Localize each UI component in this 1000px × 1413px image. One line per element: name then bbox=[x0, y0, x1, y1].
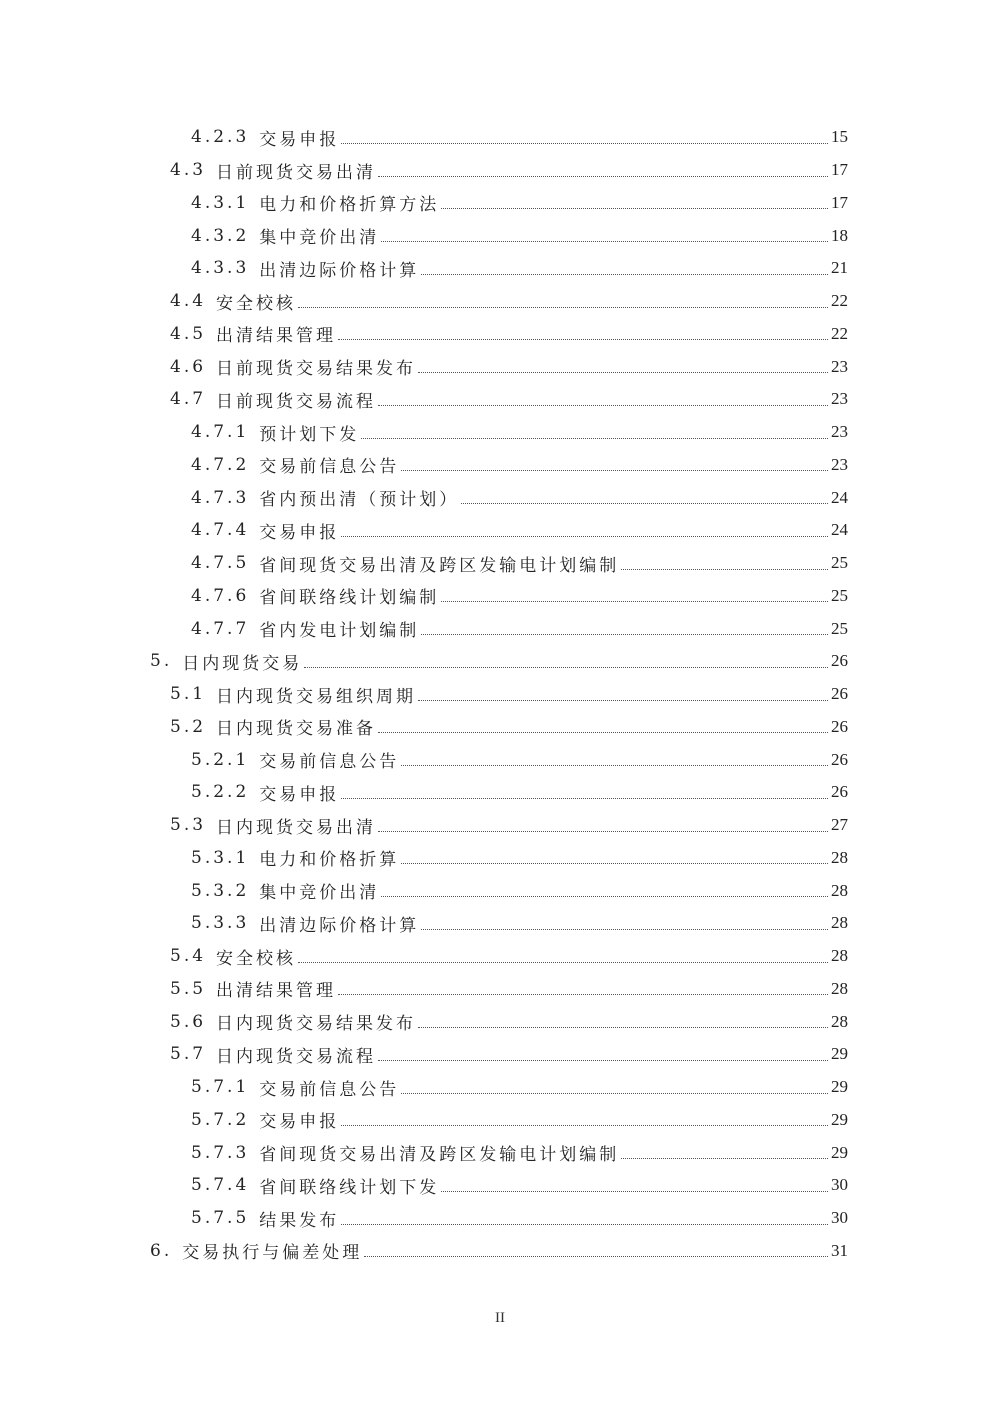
toc-entry-title: 安全校核 bbox=[216, 293, 297, 314]
toc-entry-title: 日前现货交易流程 bbox=[216, 391, 377, 412]
toc-entry[interactable] bbox=[0, 809, 1000, 842]
toc-entry[interactable] bbox=[0, 1202, 1000, 1235]
toc-dot-leader bbox=[341, 798, 828, 799]
toc-entry-number: 5.7.1 bbox=[191, 1077, 250, 1098]
toc-entry-number: 5.3.2 bbox=[191, 880, 250, 901]
toc-entry-title: 日内现货交易组织周期 bbox=[216, 686, 417, 707]
toc-entry-title: 出清结果管理 bbox=[216, 981, 337, 1002]
toc-entry-page-number: 26 bbox=[831, 716, 848, 736]
toc-dot-leader bbox=[418, 700, 828, 701]
toc-entry[interactable] bbox=[0, 973, 1000, 1006]
toc-entry[interactable] bbox=[0, 219, 1000, 252]
toc-entry-title: 出清结果管理 bbox=[216, 326, 337, 347]
toc-entry[interactable] bbox=[0, 1169, 1000, 1202]
toc-dot-leader bbox=[401, 1093, 828, 1094]
toc-entry[interactable] bbox=[0, 711, 1000, 744]
toc-entry-page-number: 26 bbox=[831, 651, 848, 671]
toc-entry-title: 预计划下发 bbox=[259, 424, 360, 445]
toc-entry[interactable] bbox=[0, 1235, 1000, 1268]
toc-entry-number: 5.3 bbox=[170, 815, 207, 836]
toc-dot-leader bbox=[361, 438, 828, 439]
toc-entry-title: 交易前信息公告 bbox=[259, 457, 400, 478]
toc-entry-page-number: 24 bbox=[831, 487, 848, 507]
toc-dot-leader bbox=[621, 569, 828, 570]
toc-entry-number: 4.7.4 bbox=[191, 520, 250, 541]
toc-entry-number: 5.7.2 bbox=[191, 1109, 250, 1130]
toc-entry[interactable] bbox=[0, 940, 1000, 973]
toc-entry-number: 5. bbox=[150, 651, 173, 672]
toc-dot-leader bbox=[298, 962, 828, 963]
toc-entry-title: 省间现货交易出清及跨区发输电计划编制 bbox=[259, 555, 620, 576]
toc-entry[interactable] bbox=[0, 481, 1000, 514]
toc-entry-title: 交易申报 bbox=[259, 1112, 340, 1133]
toc-entry-title: 日内现货交易流程 bbox=[216, 1046, 377, 1067]
page-number: II bbox=[495, 1310, 505, 1326]
toc-dot-leader bbox=[381, 241, 828, 242]
toc-entry-page-number: 15 bbox=[831, 127, 848, 147]
toc-dot-leader bbox=[418, 372, 828, 373]
toc-entry-page-number: 29 bbox=[831, 1142, 848, 1162]
toc-dot-leader bbox=[441, 208, 828, 209]
toc-entry[interactable] bbox=[0, 645, 1000, 678]
toc-entry-page-number: 30 bbox=[831, 1175, 848, 1195]
toc-entry-title: 结果发布 bbox=[259, 1210, 340, 1231]
toc-entry-title: 出清边际价格计算 bbox=[259, 260, 420, 281]
toc-entry-page-number: 29 bbox=[831, 1044, 848, 1064]
toc-dot-leader bbox=[378, 176, 828, 177]
toc-entry-number: 4.2.3 bbox=[191, 127, 250, 148]
toc-dot-leader bbox=[304, 667, 828, 668]
toc-entry-page-number: 29 bbox=[831, 1109, 848, 1129]
toc-entry[interactable] bbox=[0, 1071, 1000, 1104]
toc-entry-title: 交易申报 bbox=[259, 129, 340, 150]
toc-entry-page-number: 28 bbox=[831, 946, 848, 966]
toc-dot-leader bbox=[401, 470, 828, 471]
toc-entry-page-number: 30 bbox=[831, 1208, 848, 1228]
toc-entry[interactable] bbox=[0, 743, 1000, 776]
toc-entry-number: 5.6 bbox=[170, 1011, 207, 1032]
toc-dot-leader bbox=[421, 634, 828, 635]
toc-entry-number: 4.7.5 bbox=[191, 553, 250, 574]
toc-entry[interactable] bbox=[0, 121, 1000, 154]
toc-entry-title: 安全校核 bbox=[216, 948, 297, 969]
toc-entry-title: 省内预出清（预计划） bbox=[259, 490, 460, 511]
toc-entry-number: 4.7.7 bbox=[191, 618, 250, 639]
toc-dot-leader bbox=[418, 1027, 828, 1028]
toc-entry-title: 日内现货交易结果发布 bbox=[216, 1014, 417, 1035]
toc-dot-leader bbox=[298, 307, 828, 308]
toc-entry-page-number: 21 bbox=[831, 258, 848, 278]
toc-entry-page-number: 22 bbox=[831, 323, 848, 343]
toc-entry[interactable] bbox=[0, 187, 1000, 220]
toc-dot-leader bbox=[338, 339, 828, 340]
toc-entry-number: 5.3.1 bbox=[191, 847, 250, 868]
toc-dot-leader bbox=[441, 601, 828, 602]
toc-entry-title: 集中竞价出清 bbox=[259, 228, 380, 249]
toc-entry[interactable] bbox=[0, 154, 1000, 187]
toc-entry-page-number: 23 bbox=[831, 389, 848, 409]
toc-entry-page-number: 28 bbox=[831, 847, 848, 867]
toc-dot-leader bbox=[421, 929, 828, 930]
toc-entry-title: 交易前信息公告 bbox=[259, 752, 400, 773]
toc-entry-title: 省间联络线计划下发 bbox=[259, 1177, 440, 1198]
toc-entry-title: 省内发电计划编制 bbox=[259, 621, 420, 642]
toc-entry[interactable] bbox=[0, 1104, 1000, 1137]
toc-entry-number: 5.7 bbox=[170, 1044, 207, 1065]
toc-entry-page-number: 18 bbox=[831, 225, 848, 245]
toc-entry-number: 5.4 bbox=[170, 946, 207, 967]
toc-entry-title: 省间联络线计划编制 bbox=[259, 588, 440, 609]
toc-dot-leader bbox=[341, 143, 828, 144]
toc-entry-page-number: 28 bbox=[831, 978, 848, 998]
toc-entry[interactable] bbox=[0, 580, 1000, 613]
toc-entry[interactable] bbox=[0, 907, 1000, 940]
toc-entry-page-number: 26 bbox=[831, 749, 848, 769]
toc-entry-page-number: 23 bbox=[831, 454, 848, 474]
toc-entry-title: 交易执行与偏差处理 bbox=[182, 1243, 363, 1264]
toc-entry-page-number: 29 bbox=[831, 1077, 848, 1097]
toc-entry-page-number: 31 bbox=[831, 1240, 848, 1260]
toc-entry-title: 日前现货交易结果发布 bbox=[216, 359, 417, 380]
toc-entry-title: 日内现货交易准备 bbox=[216, 719, 377, 740]
toc-entry-page-number: 22 bbox=[831, 291, 848, 311]
toc-dot-leader bbox=[461, 503, 828, 504]
table-of-contents bbox=[0, 121, 1000, 1267]
toc-dot-leader bbox=[378, 732, 828, 733]
toc-entry-page-number: 25 bbox=[831, 553, 848, 573]
toc-dot-leader bbox=[341, 536, 828, 537]
toc-entry[interactable] bbox=[0, 383, 1000, 416]
toc-entry-number: 5.7.4 bbox=[191, 1175, 250, 1196]
toc-entry[interactable] bbox=[0, 449, 1000, 482]
toc-entry-title: 出清边际价格计算 bbox=[259, 915, 420, 936]
toc-entry[interactable] bbox=[0, 776, 1000, 809]
toc-entry-page-number: 26 bbox=[831, 684, 848, 704]
toc-entry-number: 4.7.3 bbox=[191, 487, 250, 508]
toc-entry-number: 4.7.6 bbox=[191, 585, 250, 606]
toc-entry-number: 5.2.2 bbox=[191, 782, 250, 803]
toc-dot-leader bbox=[338, 994, 828, 995]
toc-entry-page-number: 28 bbox=[831, 880, 848, 900]
toc-entry-page-number: 25 bbox=[831, 618, 848, 638]
toc-dot-leader bbox=[378, 831, 828, 832]
toc-entry-title: 交易申报 bbox=[259, 522, 340, 543]
toc-entry[interactable] bbox=[0, 678, 1000, 711]
toc-entry-number: 5.7.3 bbox=[191, 1142, 250, 1163]
toc-entry-number: 5.5 bbox=[170, 978, 207, 999]
toc-entry-page-number: 28 bbox=[831, 1011, 848, 1031]
toc-entry-title: 电力和价格折算 bbox=[259, 850, 400, 871]
toc-entry[interactable] bbox=[0, 1005, 1000, 1038]
toc-entry-number: 5.2.1 bbox=[191, 749, 250, 770]
toc-entry-number: 4.3 bbox=[170, 160, 207, 181]
toc-entry-number: 4.5 bbox=[170, 323, 207, 344]
toc-entry[interactable] bbox=[0, 514, 1000, 547]
toc-dot-leader bbox=[381, 896, 828, 897]
toc-entry[interactable] bbox=[0, 842, 1000, 875]
toc-entry-number: 5.1 bbox=[170, 684, 207, 705]
toc-dot-leader bbox=[341, 1125, 828, 1126]
toc-entry[interactable] bbox=[0, 1136, 1000, 1169]
toc-dot-leader bbox=[378, 1060, 828, 1061]
toc-dot-leader bbox=[441, 1191, 828, 1192]
toc-entry[interactable] bbox=[0, 612, 1000, 645]
toc-entry[interactable] bbox=[0, 1038, 1000, 1071]
toc-entry[interactable] bbox=[0, 874, 1000, 907]
toc-entry-title: 交易申报 bbox=[259, 784, 340, 805]
toc-entry[interactable] bbox=[0, 547, 1000, 580]
toc-entry-title: 集中竞价出清 bbox=[259, 883, 380, 904]
toc-entry-title: 交易前信息公告 bbox=[259, 1079, 400, 1100]
toc-dot-leader bbox=[401, 863, 828, 864]
toc-dot-leader bbox=[621, 1158, 828, 1159]
toc-entry-number: 4.3.3 bbox=[191, 258, 250, 279]
toc-dot-leader bbox=[341, 1224, 828, 1225]
toc-entry-title: 日前现货交易出清 bbox=[216, 162, 377, 183]
toc-entry-page-number: 23 bbox=[831, 422, 848, 442]
toc-entry-number: 4.3.2 bbox=[191, 225, 250, 246]
toc-entry-number: 4.7 bbox=[170, 389, 207, 410]
toc-entry-number: 4.7.1 bbox=[191, 422, 250, 443]
toc-dot-leader bbox=[421, 274, 828, 275]
toc-entry[interactable] bbox=[0, 350, 1000, 383]
toc-entry-number: 4.7.2 bbox=[191, 454, 250, 475]
toc-entry-page-number: 26 bbox=[831, 782, 848, 802]
toc-entry[interactable] bbox=[0, 318, 1000, 351]
toc-entry-page-number: 24 bbox=[831, 520, 848, 540]
toc-entry-number: 5.7.5 bbox=[191, 1208, 250, 1229]
toc-dot-leader bbox=[364, 1256, 828, 1257]
toc-entry-number: 4.4 bbox=[170, 291, 207, 312]
toc-entry-page-number: 27 bbox=[831, 815, 848, 835]
toc-entry-page-number: 28 bbox=[831, 913, 848, 933]
toc-dot-leader bbox=[401, 765, 828, 766]
toc-entry-page-number: 25 bbox=[831, 585, 848, 605]
toc-entry-title: 日内现货交易 bbox=[182, 653, 303, 674]
toc-entry[interactable] bbox=[0, 416, 1000, 449]
toc-dot-leader bbox=[378, 405, 828, 406]
toc-entry-page-number: 23 bbox=[831, 356, 848, 376]
toc-entry-title: 省间现货交易出清及跨区发输电计划编制 bbox=[259, 1145, 620, 1166]
toc-entry-number: 6. bbox=[150, 1240, 173, 1261]
toc-entry[interactable] bbox=[0, 252, 1000, 285]
toc-entry-page-number: 17 bbox=[831, 160, 848, 180]
toc-entry[interactable] bbox=[0, 285, 1000, 318]
toc-entry-title: 电力和价格折算方法 bbox=[259, 195, 440, 216]
toc-entry-number: 4.3.1 bbox=[191, 192, 250, 213]
toc-entry-page-number: 17 bbox=[831, 192, 848, 212]
toc-entry-number: 5.3.3 bbox=[191, 913, 250, 934]
toc-entry-number: 4.6 bbox=[170, 356, 207, 377]
toc-entry-title: 日内现货交易出清 bbox=[216, 817, 377, 838]
toc-entry-number: 5.2 bbox=[170, 716, 207, 737]
